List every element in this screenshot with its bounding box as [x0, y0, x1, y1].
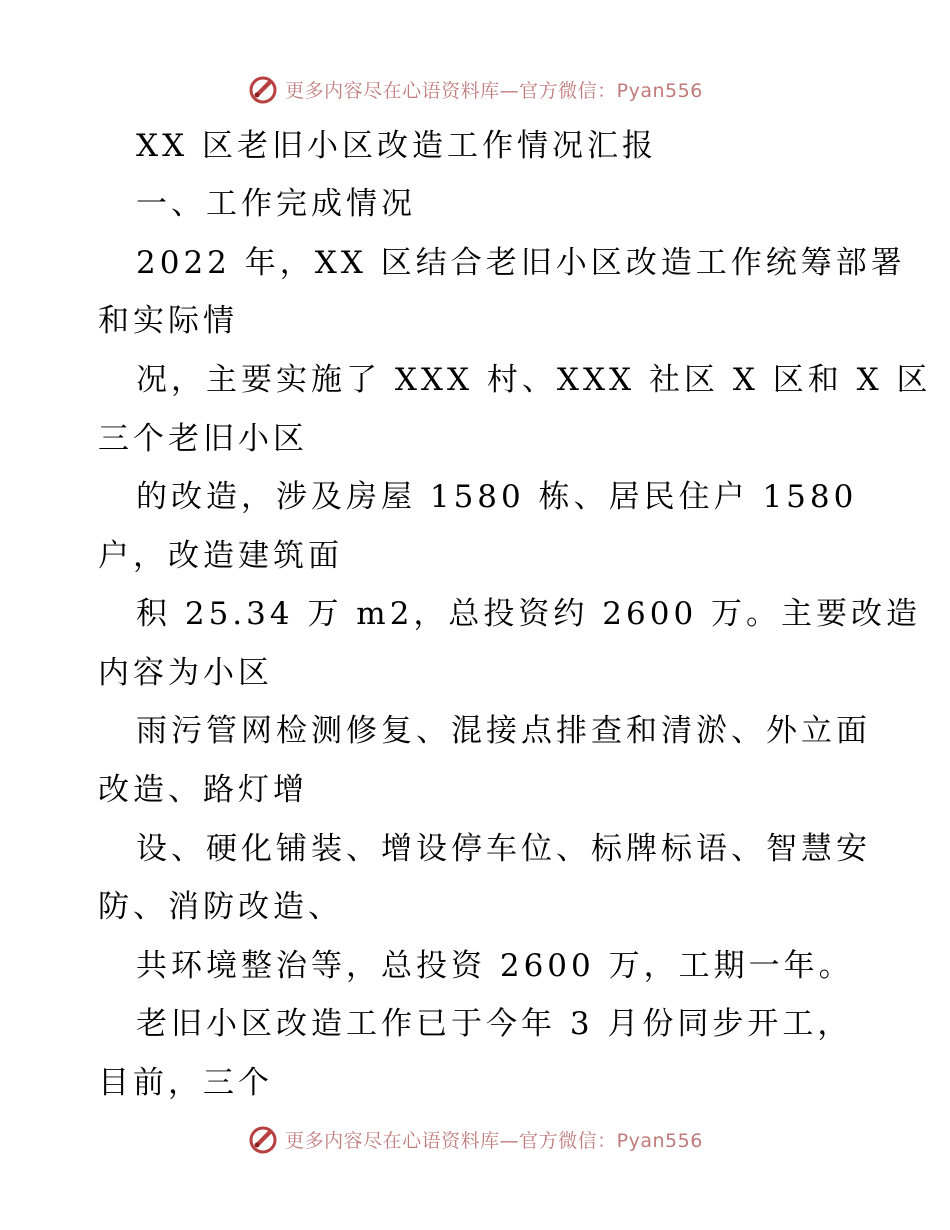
paragraph-line: 雨污管网检测修复、混接点排查和清淤、外立面 — [136, 713, 871, 749]
paragraph-line: 积 25.34 万 m2，总投资约 2600 万。主要改造 — [136, 596, 922, 632]
paragraph-line: 改造、路灯增 — [98, 772, 308, 808]
paragraph-line: 老旧小区改造工作已于今年 3 月份同步开工， — [136, 1006, 853, 1042]
paragraph-line: 和实际情 — [98, 303, 238, 339]
logo-icon — [247, 73, 279, 105]
paragraph-line: 共环境整治等，总投资 2600 万，工期一年。 — [136, 948, 854, 984]
watermark-footer — [0, 1122, 950, 1156]
paragraph-line: 设、硬化铺装、增设停车位、标牌标语、智慧安 — [136, 831, 871, 867]
paragraph-line: 况，主要实施了 XXX 村、XXX 社区 X 区和 X 区 — [136, 362, 932, 398]
paragraph-line: 目前，三个 — [98, 1065, 273, 1101]
watermark-text: 更多内容尽在心语资料库—官方微信：Pyan556 — [285, 1129, 703, 1152]
section-heading: 一、工作完成情况 — [136, 186, 416, 222]
logo-icon — [247, 1123, 279, 1155]
paragraph-line: 三个老旧小区 — [98, 421, 308, 457]
paragraph-line: 防、消防改造、 — [98, 889, 343, 925]
watermark-header — [0, 72, 950, 106]
paragraph-line: 的改造，涉及房屋 1580 栋、居民住户 1580 — [136, 479, 858, 515]
paragraph-line: 内容为小区 — [98, 655, 273, 691]
paragraph-line: 户，改造建筑面 — [98, 538, 343, 574]
paragraph-line: 2022 年，XX 区结合老旧小区改造工作统筹部署 — [136, 245, 906, 281]
watermark-text: 更多内容尽在心语资料库—官方微信：Pyan556 — [285, 79, 703, 102]
document-title: XX 区老旧小区改造工作情况汇报 — [136, 128, 657, 164]
